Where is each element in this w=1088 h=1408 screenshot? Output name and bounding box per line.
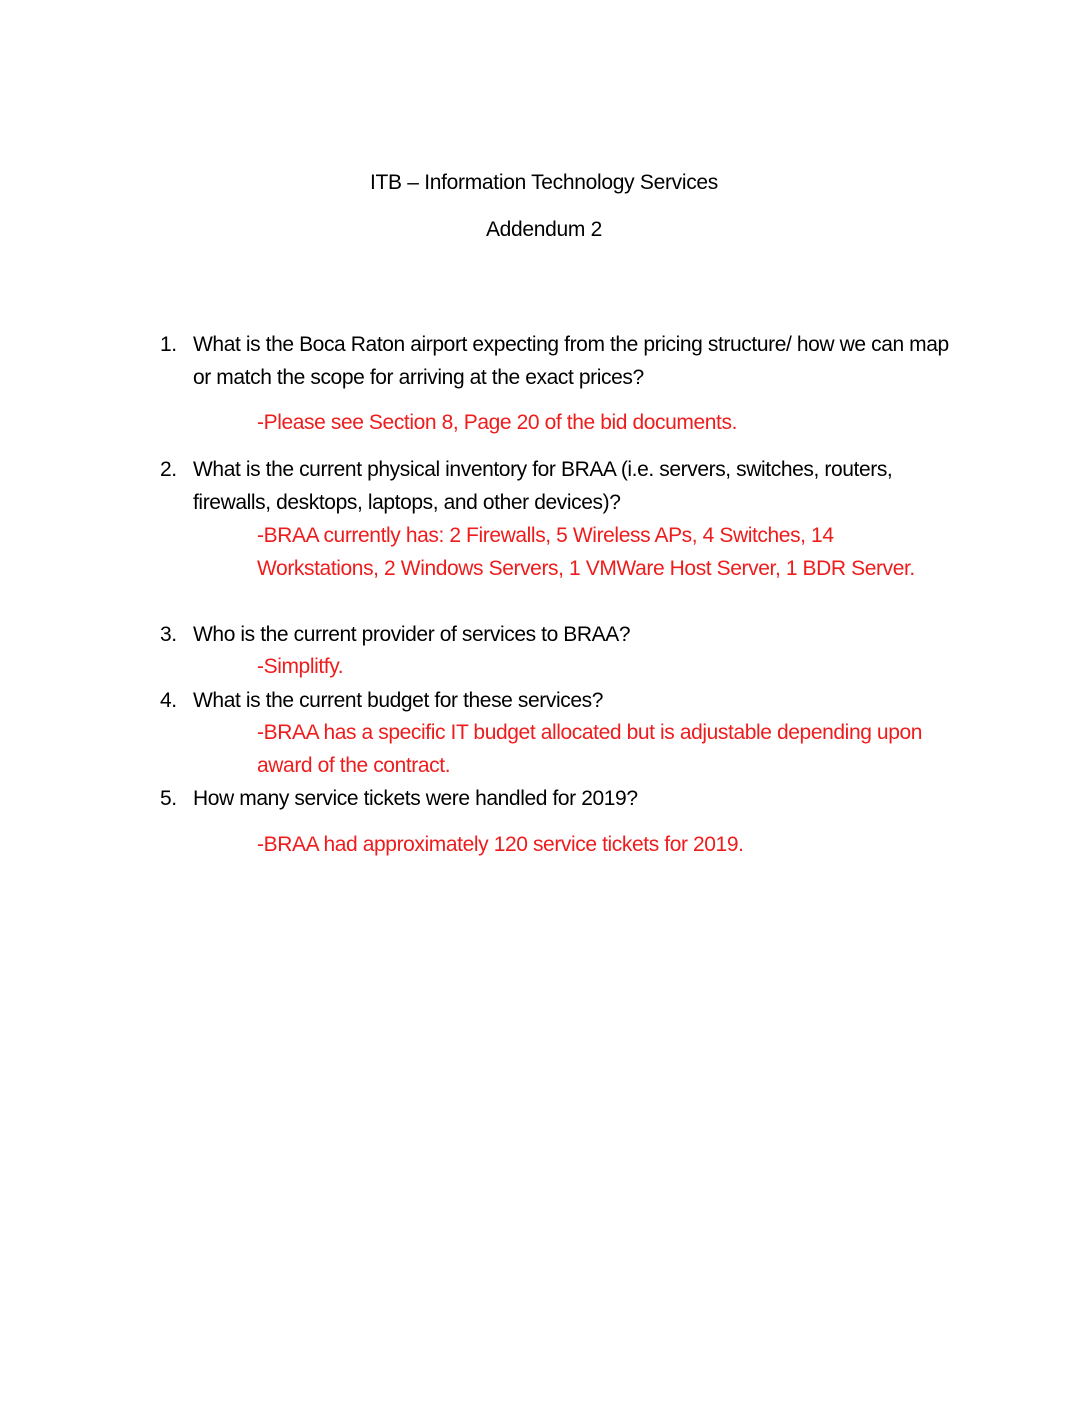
answer-text: -Please see Section 8, Page 20 of the bid documents. — [257, 411, 738, 434]
question-text: How many service tickets were handled for 2019? — [193, 787, 638, 810]
question-item — [160, 453, 960, 519]
answer-text: -Simplitfy. — [257, 655, 344, 678]
question-text: What is the Boca Raton airport expecting from the pricing structure/ how we can map or match the scope for arriving at the exact prices? — [193, 333, 949, 389]
document-subtitle: Addendum 2 — [485, 218, 603, 241]
question-item — [160, 782, 960, 815]
question-item — [160, 328, 960, 394]
question-number: 4. — [160, 689, 177, 712]
question-number: 2. — [160, 458, 177, 481]
answer-text: -BRAA currently has: 2 Firewalls, 5 Wireless APs, 4 Switches, 14 Workstations, 2 Windows Servers, 1 VMWare Host Server, 1 BDR Server. — [257, 524, 915, 580]
question-number: 1. — [160, 333, 177, 356]
document-title: ITB – Information Technology Services — [369, 171, 719, 194]
question-item — [160, 618, 960, 651]
answer-text: -BRAA had approximately 120 service tickets for 2019. — [257, 833, 744, 856]
question-number: 5. — [160, 787, 177, 810]
answer-text: -BRAA has a specific IT budget allocated but is adjustable depending upon award of the contract. — [257, 721, 923, 777]
question-number: 3. — [160, 623, 177, 646]
question-text: What is the current physical inventory for BRAA (i.e. servers, switches, routers, firewalls, desktops, laptops, and other devices)? — [193, 458, 893, 514]
question-item — [160, 684, 960, 717]
question-text: What is the current budget for these services? — [193, 689, 603, 712]
question-text: Who is the current provider of services to BRAA? — [193, 623, 631, 646]
